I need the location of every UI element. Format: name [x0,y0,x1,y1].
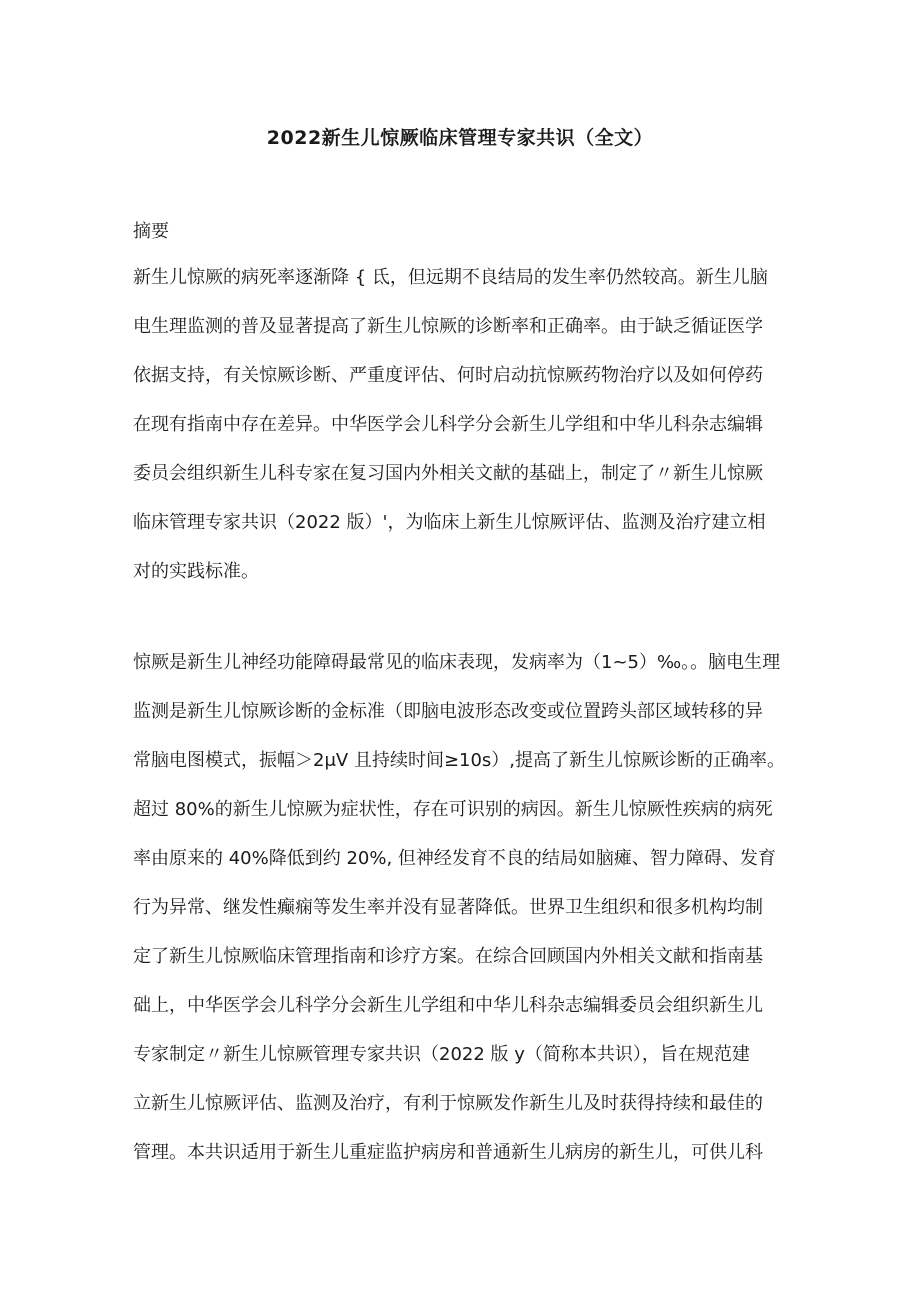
body-paragraph [133,648,803,1187]
text-line: 定了新生儿惊厥临床管理指南和诊疗方案。在综合回顾国内外相关文献和指南基 [133,946,763,967]
text-line: 监测是新生儿惊厥诊断的金标准（即脑电波形态改变或位置跨头部区域转移的异 [133,701,763,722]
text-line: 率由原来的 40%降低到约 20%, 但神经发育不良的结局如脑瘫、智力障碍、发育 [133,848,776,869]
text-line: 专家制定〃新生儿惊厥管理专家共识（2022 版 y（简称本共识），旨在规范建 [133,1044,750,1065]
text-line: 电生理监测的普及显著提高了新生儿惊厥的诊断率和正确率。由于缺乏循证医学 [133,316,763,337]
text-line: 常脑电图模式，振幅＞2μV 且持续时间≥10s）,提高了新生儿惊厥诊断的正确率。 [133,750,786,771]
text-line: 惊厥是新生儿神经功能障碍最常见的临床表现，发病率为（1~5）‰。。脑电生理 [133,652,781,673]
document-title: 2022新生儿惊厥临床管理专家共识（全文） [266,127,654,149]
text-line: 临床管理专家共识（2022 版）'，为临床上新生儿惊厥评估、监测及治疗建立相 [133,512,766,533]
text-line: 管理。本共识适用于新生儿重症监护病房和普通新生儿病房的新生儿，可供儿科 [133,1142,763,1163]
text-line: 委员会组织新生儿科专家在复习国内外相关文献的基础上，制定了〃新生儿惊厥 [133,463,763,484]
text-line: 在现有指南中存在差异。中华医学会儿科学分会新生儿学组和中华儿科杂志编辑 [133,414,763,435]
text-line: 行为异常、继发性癫痫等发生率并没有显著降低。世界卫生组织和很多机构均制 [133,897,763,918]
text-line: 立新生儿惊厥评估、监测及治疗，有利于惊厥发作新生儿及时获得持续和最佳的 [133,1093,763,1114]
text-line: 础上，中华医学会儿科学分会新生儿学组和中华儿科杂志编辑委员会组织新生儿 [133,995,763,1016]
text-line: 对的实践标准。 [133,561,259,582]
abstract-paragraph [133,263,803,606]
text-line: 新生儿惊厥的病死率逐渐降 { 氐，但远期不良结局的发生率仍然较高。新生儿脑 [133,267,768,288]
text-line: 超过 80%的新生儿惊厥为症状性，存在可识别的病因。新生儿惊厥性疾病的病死 [133,799,773,820]
text-line: 依据支持，有关惊厥诊断、严重度评估、何时启动抗惊厥药物治疗以及如何停药 [133,365,763,386]
abstract-heading: 摘要 [133,221,169,242]
